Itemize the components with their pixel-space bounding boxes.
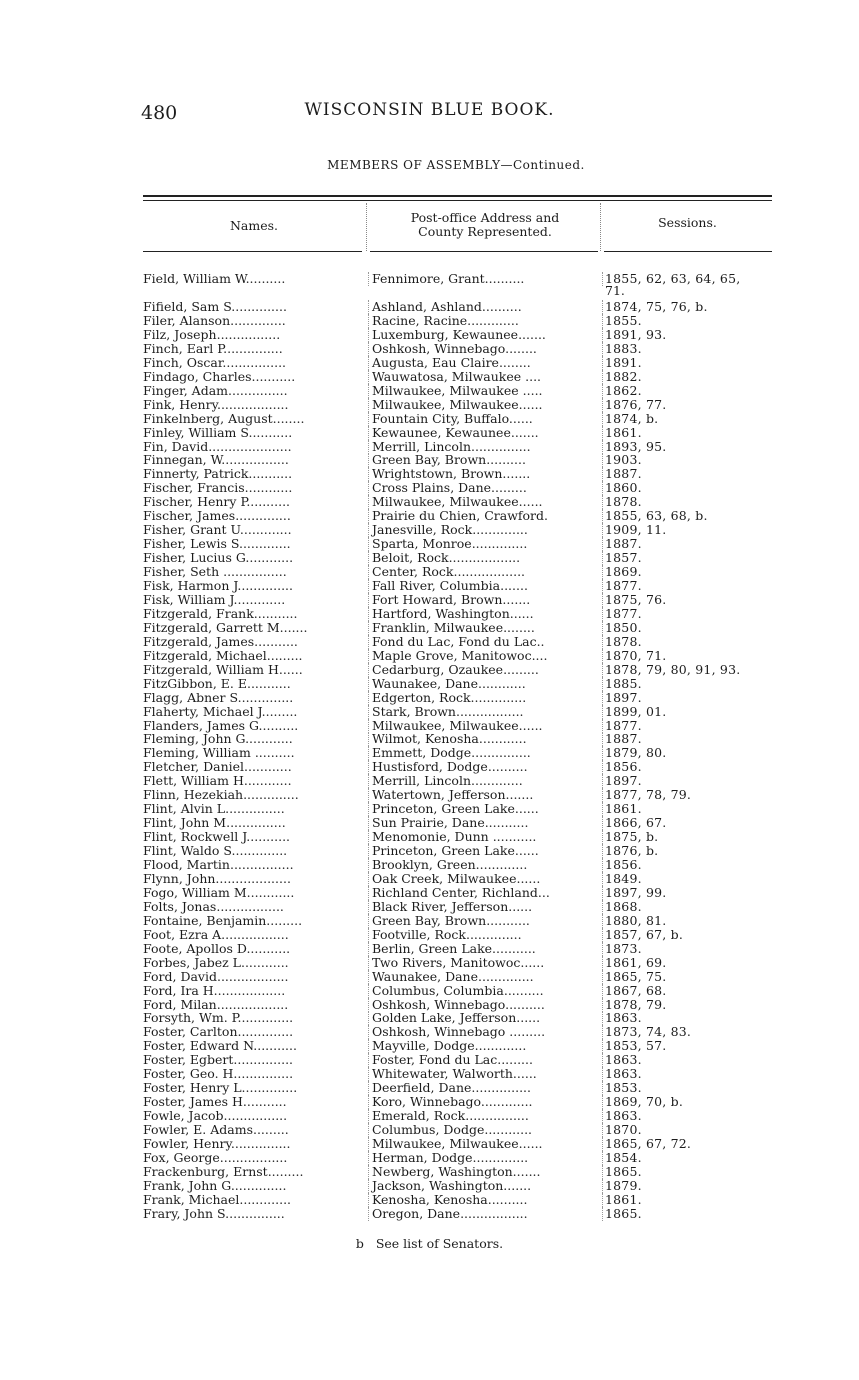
member-sessions: 1897, 99. <box>602 886 780 900</box>
member-name: Fowler, E. Adams......... <box>143 1123 289 1138</box>
member-address: Wilmot, Kenosha............ <box>368 732 605 746</box>
table-row <box>0 914 859 928</box>
member-sessions: 1875, b. <box>602 830 780 844</box>
member-name: Foster, Henry L.............. <box>143 1081 298 1096</box>
member-name: Flint, John M............... <box>143 816 286 831</box>
member-sessions: 1891. <box>602 356 780 370</box>
member-address: Sun Prairie, Dane........... <box>368 816 605 830</box>
member-address: Oshkosh, Winnebago.......... <box>368 998 605 1012</box>
table-row <box>0 551 859 565</box>
footnote <box>0 1236 859 1251</box>
table-row <box>0 1109 859 1123</box>
member-sessions: 1855. <box>602 314 780 328</box>
member-address: Wrightstown, Brown....... <box>368 467 605 481</box>
table-row <box>0 426 859 440</box>
table-row <box>0 328 859 342</box>
member-sessions: 1880, 81. <box>602 914 780 928</box>
member-address: Watertown, Jefferson....... <box>368 788 605 802</box>
member-name: Foster, Carlton.............. <box>143 1025 294 1040</box>
member-address: Stark, Brown................. <box>368 705 605 719</box>
member-sessions: 1878. <box>602 635 780 649</box>
member-name: Forsyth, Wm. P.............. <box>143 1011 294 1026</box>
member-sessions: 1863. <box>602 1011 780 1025</box>
table-row <box>0 872 859 886</box>
member-sessions: 1875, 76. <box>602 593 780 607</box>
member-name: Finnerty, Patrick........... <box>143 467 293 482</box>
member-sessions: 1857, 67, b. <box>602 928 780 942</box>
table-row <box>0 1123 859 1137</box>
member-name: Findago, Charles........... <box>143 369 296 384</box>
member-name: Flint, Rockwell J........... <box>143 830 291 845</box>
member-name: Fowler, Henry............... <box>143 1137 291 1151</box>
member-sessions: 1874, 75, 76, b. <box>602 300 780 314</box>
table-row <box>0 1081 859 1095</box>
member-sessions: 1861. <box>602 1193 780 1207</box>
table-row <box>0 384 859 398</box>
header-underline <box>604 251 772 252</box>
member-name: Fleming, William .......... <box>143 746 295 761</box>
member-address: Koro, Winnebago............. <box>368 1095 605 1109</box>
table-row <box>0 1053 859 1067</box>
member-sessions: 1877. <box>602 579 780 593</box>
member-address: Whitewater, Walworth...... <box>368 1067 605 1081</box>
column-header-names: Names. <box>229 218 279 233</box>
member-address: Emerald, Rock................ <box>368 1109 605 1123</box>
member-sessions: 1854. <box>602 1151 780 1165</box>
running-head: WISCONSIN BLUE BOOK. <box>304 100 555 120</box>
member-sessions: 1879, 80. <box>602 746 780 760</box>
member-name: Fogo, William M............ <box>143 885 295 900</box>
member-name: Filer, Alanson.............. <box>143 313 286 328</box>
member-name: Fifield, Sam S.............. <box>143 300 287 314</box>
member-sessions: 1883. <box>602 342 780 356</box>
member-sessions: 1870, 71. <box>602 649 780 663</box>
column-separator <box>600 203 601 251</box>
table-row <box>0 886 859 900</box>
member-address: Green Bay, Brown.......... <box>368 453 605 467</box>
member-sessions: 1878. <box>602 495 780 509</box>
table-row <box>0 705 859 719</box>
member-sessions: 1878, 79. <box>602 998 780 1012</box>
member-address: Emmett, Dodge............... <box>368 746 605 760</box>
member-name: Flint, Waldo S.............. <box>143 844 288 859</box>
member-address: Milwaukee, Milwaukee...... <box>368 398 605 412</box>
table-row <box>0 1179 859 1193</box>
table-row <box>0 481 859 495</box>
member-name: Foster, Egbert............... <box>143 1053 294 1068</box>
table-row <box>0 1011 859 1025</box>
table-row <box>0 621 859 635</box>
member-sessions: 1850. <box>602 621 780 635</box>
table-row <box>0 579 859 593</box>
member-address: Black River, Jefferson...... <box>368 900 605 914</box>
member-sessions: 1865. <box>602 1165 780 1179</box>
table-row <box>0 300 859 314</box>
member-name: Foster, Edward N........... <box>143 1039 297 1054</box>
member-name: Foster, James H........... <box>143 1095 287 1110</box>
member-sessions: 1877. <box>602 607 780 621</box>
member-name: Fisk, Harmon J.............. <box>143 579 294 593</box>
table-row <box>0 271 859 298</box>
member-sessions: 1887. <box>602 537 780 551</box>
member-address: Prairie du Chien, Crawford. <box>368 509 605 523</box>
member-sessions: 1861, 69. <box>602 956 780 970</box>
member-address: Franklin, Milwaukee........ <box>368 621 605 635</box>
member-sessions: 1865, 75. <box>602 970 780 984</box>
member-name: Fitzgerald, Frank........... <box>143 606 298 621</box>
member-address: Beloit, Rock.................. <box>368 551 605 565</box>
member-address: Oak Creek, Milwaukee...... <box>368 872 605 886</box>
header-underline <box>370 251 598 252</box>
member-sessions: 1874, b. <box>602 412 780 426</box>
member-name: Flood, Martin................ <box>143 858 294 872</box>
member-sessions: 1893, 95. <box>602 440 780 454</box>
table-row <box>0 816 859 830</box>
table-row <box>0 356 859 370</box>
member-address: Fall River, Columbia....... <box>368 579 605 593</box>
member-sessions: 1882. <box>602 370 780 384</box>
member-sessions: 1876, b. <box>602 844 780 858</box>
table-row <box>0 802 859 816</box>
member-sessions: 1849. <box>602 872 780 886</box>
member-sessions: 1862. <box>602 384 780 398</box>
member-name: Flint, Alvin L............... <box>143 802 285 817</box>
member-address: Jackson, Washington....... <box>368 1179 605 1193</box>
member-sessions: 1855, 62, 63, 64, 65, <box>602 272 780 286</box>
member-address: Milwaukee, Milwaukee...... <box>368 1137 605 1151</box>
member-name: Finger, Adam............... <box>143 383 288 398</box>
member-address: Deerfield, Dane............... <box>368 1081 605 1095</box>
member-address: Wauwatosa, Milwaukee .... <box>368 370 605 384</box>
member-sessions: 1909, 11. <box>602 523 780 537</box>
member-address: Richland Center, Richland... <box>368 886 605 900</box>
member-address: Milwaukee, Milwaukee ..... <box>368 384 605 398</box>
member-sessions: 1856. <box>602 760 780 774</box>
member-name: Finley, William S........... <box>143 425 293 440</box>
member-name: Fitzgerald, Garrett M....... <box>143 620 308 635</box>
table-row <box>0 370 859 384</box>
header-underline <box>143 251 362 252</box>
page-number: 480 <box>141 102 178 124</box>
member-name: Foot, Ezra A................. <box>143 927 289 942</box>
member-sessions: 1860. <box>602 481 780 495</box>
member-sessions: 1878, 79, 80, 91, 93. <box>602 663 780 677</box>
member-sessions-continued: 71. <box>605 283 625 298</box>
member-address: Newberg, Washington....... <box>368 1165 605 1179</box>
member-name: Filz, Joseph................ <box>143 327 281 342</box>
member-name: Fischer, Francis............ <box>143 481 293 496</box>
member-name: Flinn, Hezekiah.............. <box>143 788 299 803</box>
member-address: Milwaukee, Milwaukee...... <box>368 495 605 509</box>
member-address: Footville, Rock.............. <box>368 928 605 942</box>
member-address: Waunakee, Dane.............. <box>368 970 605 984</box>
member-name: Fink, Henry.................. <box>143 397 289 412</box>
member-sessions: 1857. <box>602 551 780 565</box>
table-row <box>0 663 859 677</box>
member-sessions: 1885. <box>602 677 780 691</box>
member-name: Frank, John G.............. <box>143 1178 287 1193</box>
member-name: Fitzgerald, Michael......... <box>143 648 303 663</box>
member-name: Fitzgerald, William H...... <box>143 662 303 677</box>
footnote-marker: b <box>355 1236 364 1251</box>
table-row <box>0 607 859 621</box>
member-address: Ashland, Ashland.......... <box>368 300 605 314</box>
table-row <box>0 984 859 998</box>
member-sessions: 1863. <box>602 1067 780 1081</box>
table-row <box>0 956 859 970</box>
member-address: Princeton, Green Lake...... <box>368 844 605 858</box>
table-row <box>0 537 859 551</box>
table-row <box>0 719 859 733</box>
member-address: Hartford, Washington...... <box>368 607 605 621</box>
member-address: Herman, Dodge.............. <box>368 1151 605 1165</box>
member-sessions: 1869, 70, b. <box>602 1095 780 1109</box>
table-row <box>0 509 859 523</box>
member-sessions: 1866, 67. <box>602 816 780 830</box>
member-name: Fowle, Jacob................ <box>143 1109 288 1124</box>
member-sessions: 1856. <box>602 858 780 872</box>
table-row <box>0 858 859 872</box>
member-address: Fountain City, Buffalo...... <box>368 412 605 426</box>
member-address: Green Bay, Brown........... <box>368 914 605 928</box>
member-address: Edgerton, Rock.............. <box>368 691 605 705</box>
member-address: Milwaukee, Milwaukee...... <box>368 719 605 733</box>
member-name: Fisher, Lucius G............ <box>143 551 294 566</box>
member-address: Mayville, Dodge............. <box>368 1039 605 1053</box>
member-address: Luxemburg, Kewaunee....... <box>368 328 605 342</box>
table-row <box>0 1095 859 1109</box>
member-address: Kenosha, Kenosha.......... <box>368 1193 605 1207</box>
member-name: FitzGibbon, E. E........... <box>143 676 291 691</box>
member-address: Berlin, Green Lake........... <box>368 942 605 956</box>
table-row <box>0 746 859 760</box>
member-name: Flagg, Abner S.............. <box>143 690 294 705</box>
footnote-text: See list of Senators. <box>375 1236 504 1251</box>
member-address: Augusta, Eau Claire........ <box>368 356 605 370</box>
member-address: Merrill, Lincoln............. <box>368 774 605 788</box>
member-address: Oshkosh, Winnebago........ <box>368 342 605 356</box>
column-header-sessions: Sessions. <box>658 215 717 230</box>
member-address: Columbus, Dodge............ <box>368 1123 605 1137</box>
member-sessions: 1873, 74, 83. <box>602 1025 780 1039</box>
member-sessions: 1897. <box>602 774 780 788</box>
member-address: Cross Plains, Dane......... <box>368 481 605 495</box>
table-row <box>0 1067 859 1081</box>
member-sessions: 1877, 78, 79. <box>602 788 780 802</box>
member-name: Ford, David.................. <box>143 969 289 984</box>
table-row <box>0 467 859 481</box>
table-row <box>0 495 859 509</box>
table-row <box>0 453 859 467</box>
member-name: Fin, David..................... <box>143 439 292 454</box>
table-row <box>0 1025 859 1039</box>
member-name: Fletcher, Daniel............ <box>143 760 292 775</box>
member-address: Janesville, Rock.............. <box>368 523 605 537</box>
member-name: Fischer, Henry P........... <box>143 495 291 510</box>
member-sessions: 1867, 68. <box>602 984 780 998</box>
member-name: Frary, John S............... <box>143 1206 285 1221</box>
member-sessions: 1873. <box>602 942 780 956</box>
address-header-line2: County Represented. <box>418 224 552 239</box>
member-sessions: 1897. <box>602 691 780 705</box>
member-name: Forbes, Jabez L............ <box>143 955 289 970</box>
member-sessions: 1863. <box>602 1109 780 1123</box>
member-name: Flynn, John................... <box>143 871 291 886</box>
member-address: Hustisford, Dodge.......... <box>368 760 605 774</box>
member-name: Finnegan, W................. <box>143 453 289 468</box>
member-sessions: 1869. <box>602 565 780 579</box>
member-name: Flett, William H............ <box>143 774 292 789</box>
member-address: Waunakee, Dane............ <box>368 677 605 691</box>
member-sessions: 1863. <box>602 1053 780 1067</box>
table-row <box>0 342 859 356</box>
member-sessions: 1865. <box>602 1207 780 1221</box>
table-row <box>0 635 859 649</box>
member-name: Flanders, James G.......... <box>143 718 299 733</box>
top-rule <box>143 195 772 197</box>
member-address: Brooklyn, Green............. <box>368 858 605 872</box>
member-name: Fleming, John G............ <box>143 732 293 747</box>
member-address: Two Rivers, Manitowoc...... <box>368 956 605 970</box>
top-rule-thin <box>143 200 772 201</box>
member-sessions: 1876, 77. <box>602 398 780 412</box>
member-address: Racine, Racine............. <box>368 314 605 328</box>
member-name: Foster, Geo. H............... <box>143 1067 294 1082</box>
table-row <box>0 1137 859 1151</box>
member-address: Oshkosh, Winnebago ......... <box>368 1025 605 1039</box>
member-address: Golden Lake, Jefferson...... <box>368 1011 605 1025</box>
member-sessions: 1861. <box>602 802 780 816</box>
member-name: Fisher, Lewis S............. <box>143 537 291 552</box>
member-sessions: 1891, 93. <box>602 328 780 342</box>
member-sessions: 1879. <box>602 1179 780 1193</box>
member-address: Merrill, Lincoln............... <box>368 440 605 454</box>
member-sessions: 1899, 01. <box>602 705 780 719</box>
table-row <box>0 398 859 412</box>
member-name: Finch, Earl P............... <box>143 341 283 356</box>
table-row <box>0 774 859 788</box>
member-sessions: 1865, 67, 72. <box>602 1137 780 1151</box>
table-row <box>0 1151 859 1165</box>
table-row <box>0 1039 859 1053</box>
member-sessions: 1903. <box>602 453 780 467</box>
table-row <box>0 314 859 328</box>
member-address: Foster, Fond du Lac......... <box>368 1053 605 1067</box>
member-name: Fox, George................. <box>143 1150 288 1165</box>
table-row <box>0 677 859 691</box>
member-name: Fontaine, Benjamin......... <box>143 913 303 928</box>
member-address: Sparta, Monroe.............. <box>368 537 605 551</box>
table-row <box>0 942 859 956</box>
table-row <box>0 440 859 454</box>
table-row <box>0 788 859 802</box>
table-subtitle: MEMBERS OF ASSEMBLY—Continued. <box>327 158 585 172</box>
member-name: Frackenburg, Ernst......... <box>143 1164 304 1179</box>
member-sessions: 1855, 63, 68, b. <box>602 509 780 523</box>
member-name: Fisk, William J............. <box>143 592 286 607</box>
member-name: Field, William W.......... <box>143 272 286 286</box>
table-row <box>0 732 859 746</box>
member-address: Cedarburg, Ozaukee......... <box>368 663 605 677</box>
member-name: Finkelnberg, August........ <box>143 411 305 426</box>
member-name: Foote, Apollos D........... <box>143 941 291 956</box>
member-sessions: 1887. <box>602 467 780 481</box>
table-row <box>0 691 859 705</box>
table-row <box>0 593 859 607</box>
table-row <box>0 928 859 942</box>
member-name: Folts, Jonas................. <box>143 899 284 914</box>
member-address: Center, Rock.................. <box>368 565 605 579</box>
member-name: Fitzgerald, James........... <box>143 634 298 649</box>
member-address: Menomonie, Dunn ........... <box>368 830 605 844</box>
member-name: Fischer, James.............. <box>143 509 291 524</box>
address-header-line1: Post-office Address and <box>410 210 560 225</box>
member-sessions: 1887. <box>602 732 780 746</box>
member-name: Flaherty, Michael J......... <box>143 704 298 719</box>
table-row <box>0 1193 859 1207</box>
member-address: Kewaunee, Kewaunee....... <box>368 426 605 440</box>
column-separator <box>366 203 367 251</box>
member-sessions: 1853. <box>602 1081 780 1095</box>
member-sessions: 1877. <box>602 719 780 733</box>
member-address: Fond du Lac, Fond du Lac.. <box>368 635 605 649</box>
table-row <box>0 649 859 663</box>
table-row <box>0 412 859 426</box>
member-sessions: 1868. <box>602 900 780 914</box>
member-address: Fennimore, Grant.......... <box>368 272 605 286</box>
member-sessions: 1870. <box>602 1123 780 1137</box>
member-sessions: 1861. <box>602 426 780 440</box>
member-name: Fisher, Grant U............. <box>143 523 292 538</box>
column-header-address <box>368 211 602 239</box>
member-name: Finch, Oscar................ <box>143 355 287 370</box>
member-name: Fisher, Seth ................ <box>143 565 287 580</box>
table-row <box>0 760 859 774</box>
member-address: Columbus, Columbia.......... <box>368 984 605 998</box>
member-address: Maple Grove, Manitowoc.... <box>368 649 605 663</box>
table-row <box>0 1165 859 1179</box>
table-row <box>0 523 859 537</box>
table-row <box>0 1207 859 1221</box>
member-name: Ford, Ira H.................. <box>143 983 286 998</box>
member-name: Frank, Michael............. <box>143 1192 292 1207</box>
member-address: Fort Howard, Brown....... <box>368 593 605 607</box>
table-row <box>0 970 859 984</box>
table-row <box>0 565 859 579</box>
member-address: Princeton, Green Lake...... <box>368 802 605 816</box>
table-row <box>0 900 859 914</box>
table-row <box>0 998 859 1012</box>
member-address: Oregon, Dane................. <box>368 1207 605 1221</box>
member-sessions: 1853, 57. <box>602 1039 780 1053</box>
table-row <box>0 844 859 858</box>
member-name: Ford, Milan.................. <box>143 997 289 1012</box>
table-row <box>0 830 859 844</box>
